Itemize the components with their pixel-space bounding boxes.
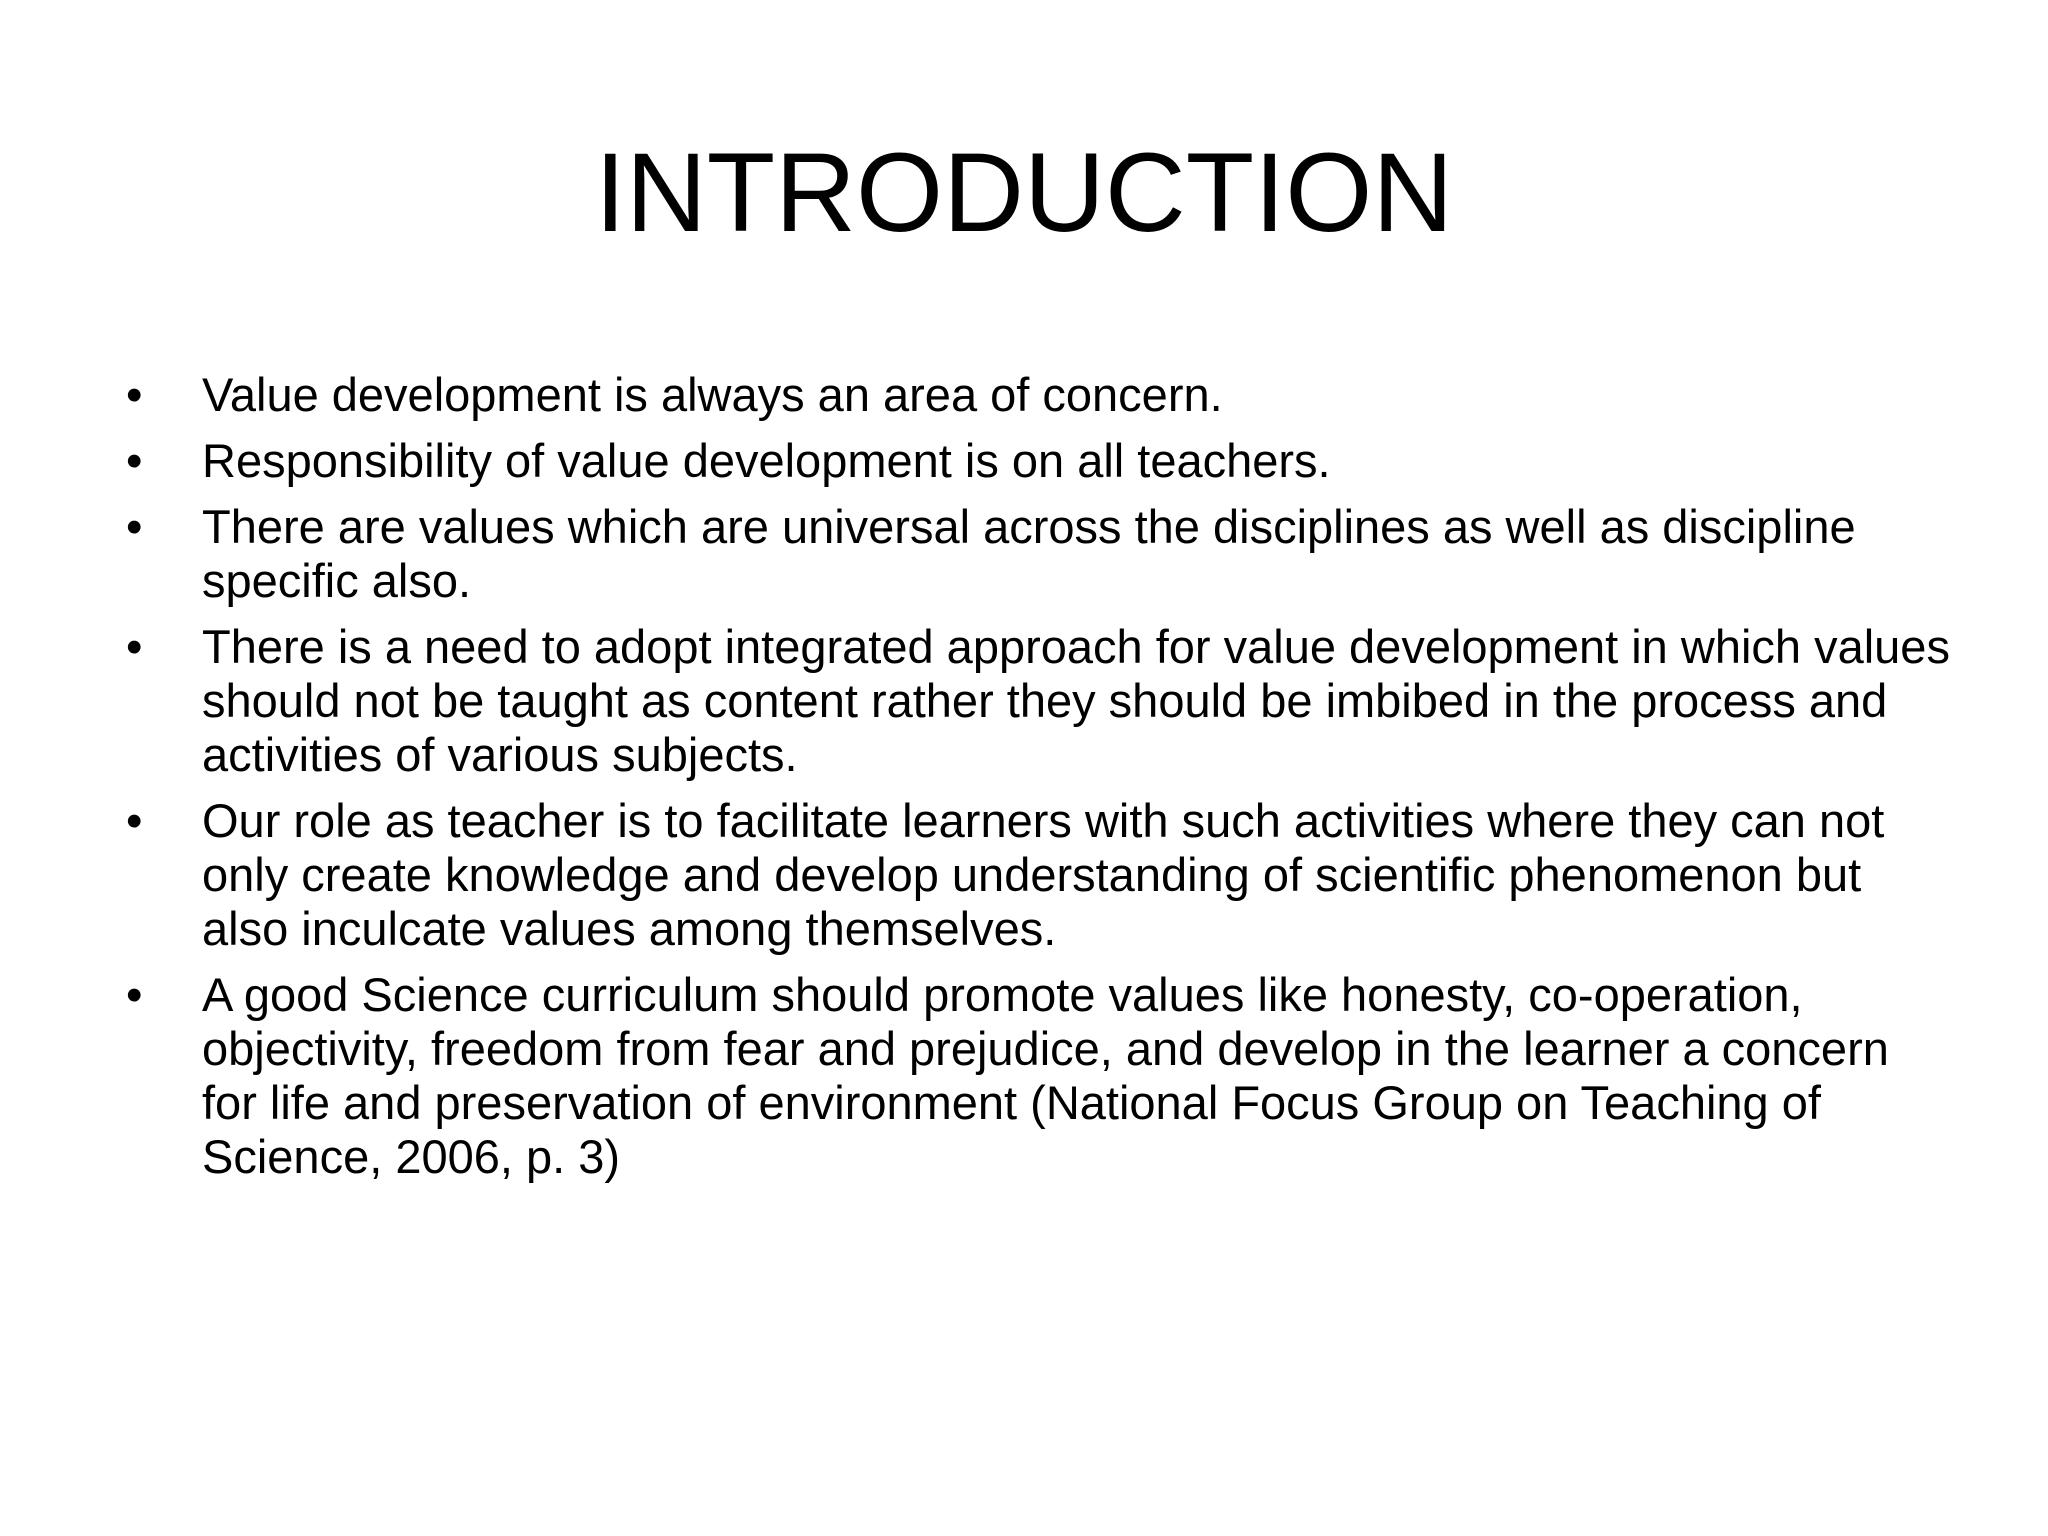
bullet-text: There are values which are universal across the disciplines as well as discipline specific also. — [202, 500, 1856, 607]
bullet-text: Value development is always an area of concern. — [202, 368, 1223, 421]
bullet-item — [120, 434, 1950, 488]
bullet-item — [120, 794, 1950, 956]
bullet-icon: • — [126, 968, 143, 1021]
bullet-item — [120, 968, 1950, 1184]
bullet-icon: • — [126, 620, 143, 673]
bullet-icon: • — [126, 794, 143, 847]
bullet-text: Responsibility of value development is on all teachers. — [202, 434, 1331, 487]
bullet-icon: • — [126, 500, 143, 553]
bullet-item — [120, 500, 1950, 608]
bullet-item — [120, 368, 1950, 422]
bullet-text: There is a need to adopt integrated approach for value development in which values should not be taught as content rather they should be imbibed in the process and activities of various subjects. — [202, 620, 1950, 781]
bullet-list — [120, 368, 1950, 1196]
bullet-text: A good Science curriculum should promote values like honesty, co-operation, objectivity, freedom from fear and prejudice, and develop in the learner a concern for life and preservation of environment (National Focus Group on Teaching of Science, 2006, p. 3) — [202, 968, 1889, 1183]
bullet-icon: • — [126, 434, 143, 487]
bullet-icon: • — [126, 368, 143, 421]
bullet-item — [120, 620, 1950, 782]
bullet-text: Our role as teacher is to facilitate learners with such activities where they can not only create knowledge and develop understanding of scientific phenomenon but also inculcate values among themselves. — [202, 794, 1885, 955]
slide-title: INTRODUCTION — [594, 130, 1454, 255]
